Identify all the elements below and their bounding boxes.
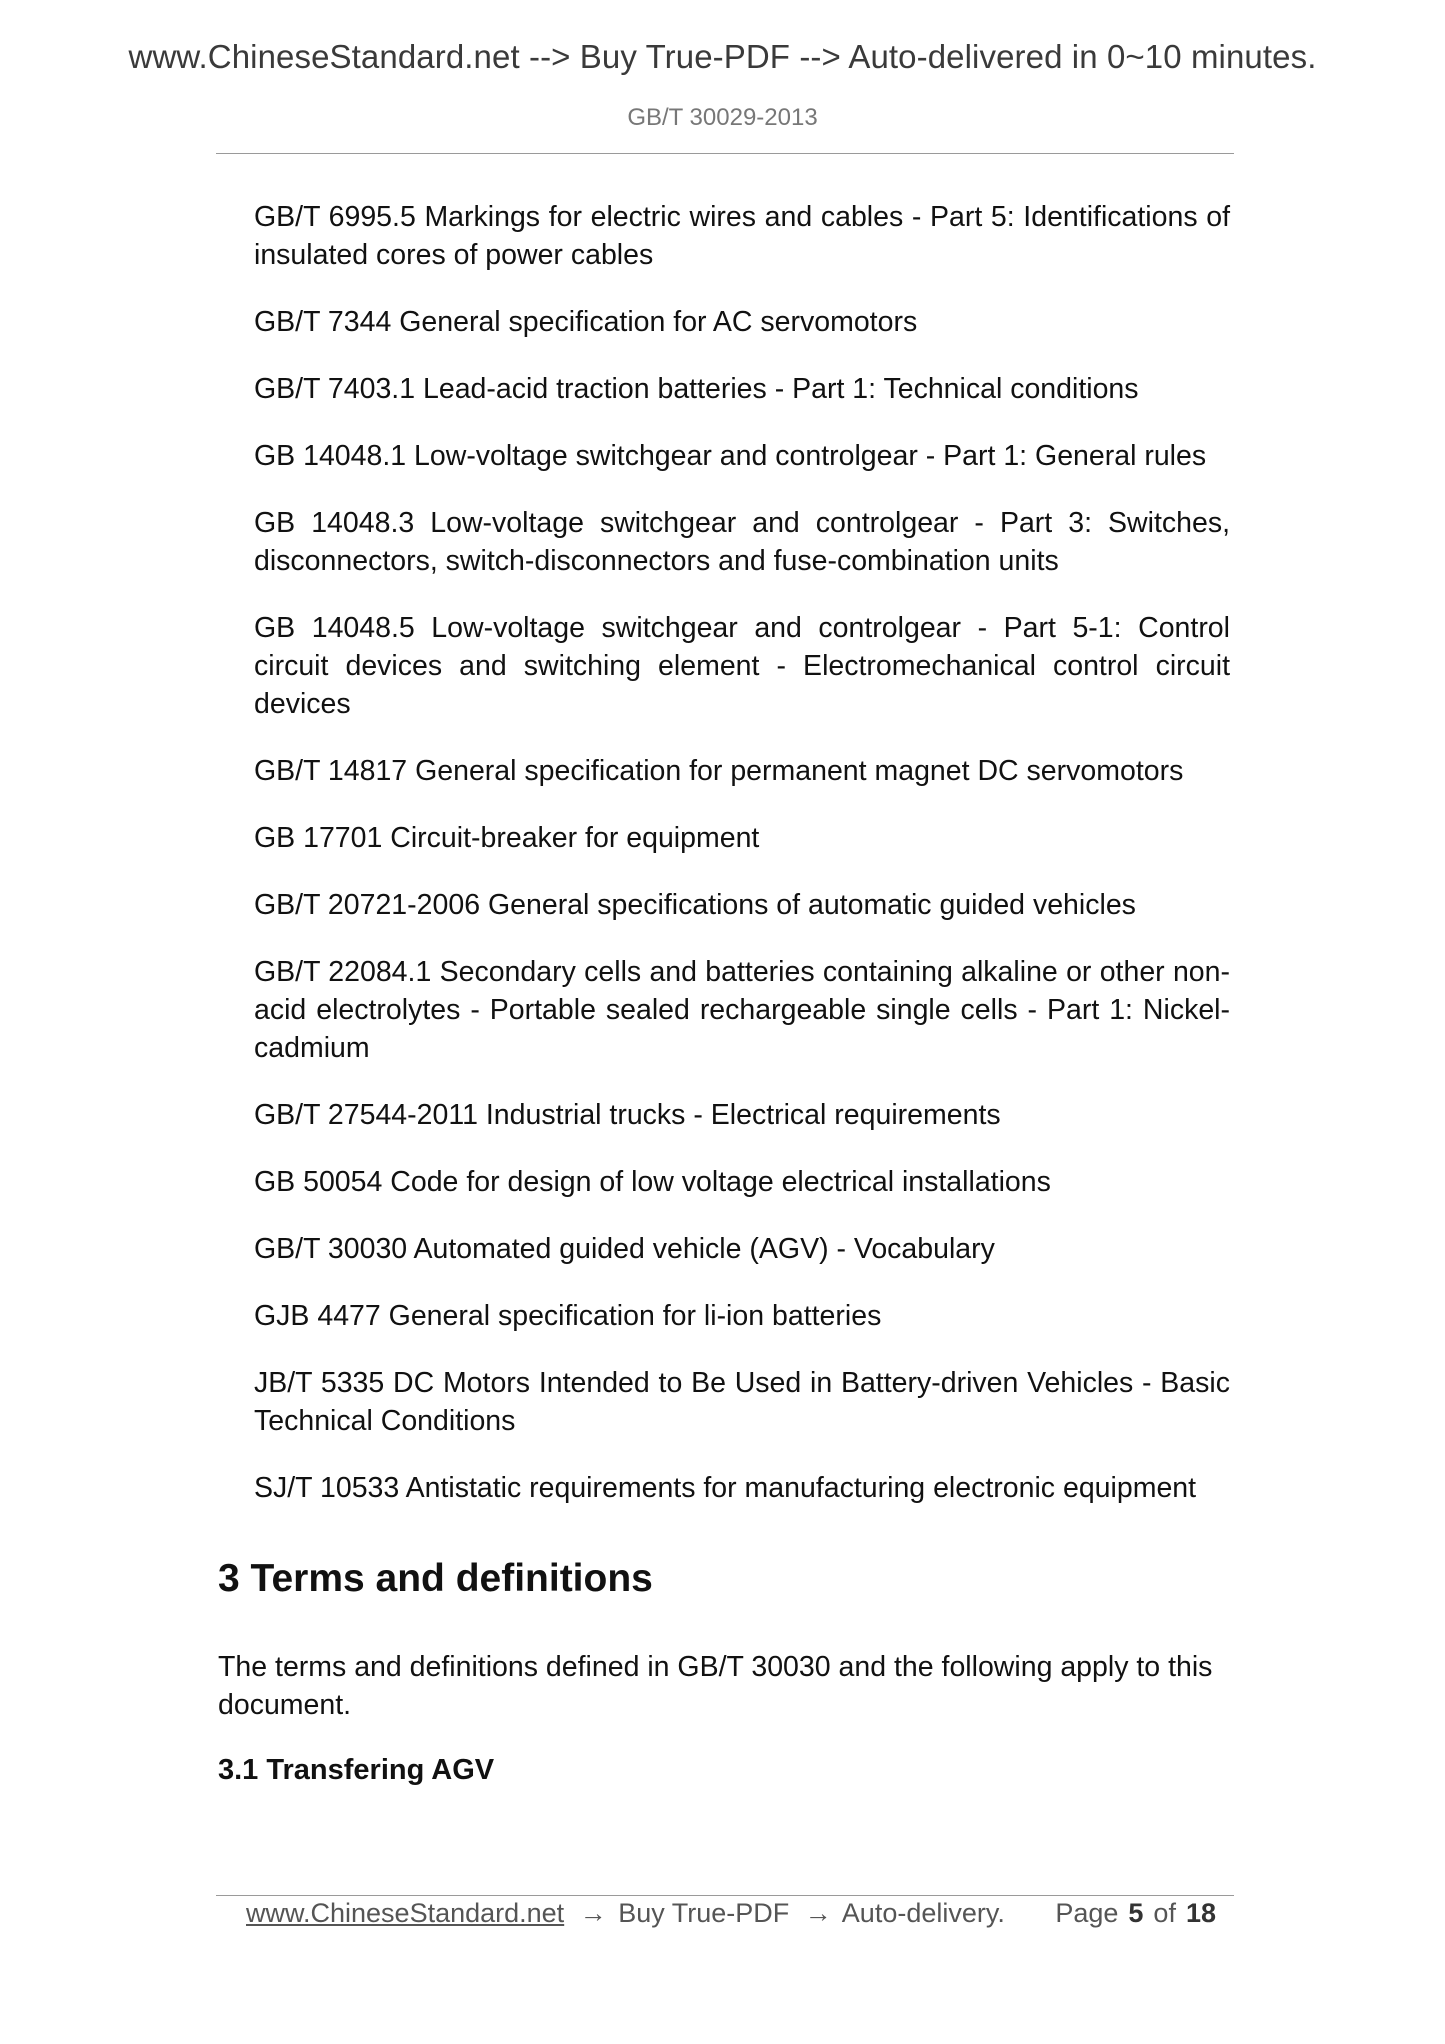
footer-buy-text: Buy True-PDF bbox=[618, 1898, 790, 1928]
footer-site-link[interactable]: www.ChineseStandard.net bbox=[246, 1898, 565, 1928]
section-heading: 3 Terms and definitions bbox=[218, 1557, 653, 1600]
page-current: 5 bbox=[1128, 1898, 1144, 1928]
reference-item: GB/T 20721-2006 General specifications of automatic guided vehicles bbox=[254, 889, 1136, 921]
page-number bbox=[1055, 1898, 1216, 1929]
section-intro-paragraph: The terms and definitions defined in GB/T 30030 and the following apply to this document. bbox=[218, 1651, 1213, 1721]
header-divider bbox=[216, 153, 1234, 154]
page-total: 18 bbox=[1185, 1898, 1216, 1928]
reference-item: GB 50054 Code for design of low voltage electrical installations bbox=[254, 1166, 1051, 1198]
reference-item: GB/T 30030 Automated guided vehicle (AGV) - Vocabulary bbox=[254, 1233, 995, 1265]
page-label: Page bbox=[1055, 1898, 1119, 1928]
reference-item: GB 14048.3 Low-voltage switchgear and controlgear - Part 3: Switches, disconnectors, switch-disconnectors and fuse-combination units bbox=[254, 507, 1230, 577]
reference-item: GB/T 6995.5 Markings for electric wires and cables - Part 5: Identifications of insulated cores of power cables bbox=[254, 201, 1230, 271]
reference-item: GJB 4477 General specification for li-ion batteries bbox=[254, 1300, 882, 1332]
reference-item: GB/T 27544-2011 Industrial trucks - Electrical requirements bbox=[254, 1099, 1001, 1131]
reference-item: GB/T 7403.1 Lead-acid traction batteries - Part 1: Technical conditions bbox=[254, 373, 1139, 405]
reference-item: GB/T 14817 General specification for permanent magnet DC servomotors bbox=[254, 755, 1184, 787]
normative-references-list bbox=[254, 198, 1230, 1536]
document-code: GB/T 30029-2013 bbox=[627, 104, 818, 131]
reference-item: JB/T 5335 DC Motors Intended to Be Used in Battery-driven Vehicles - Basic Technical Conditions bbox=[254, 1367, 1230, 1437]
arrow-right-icon: → bbox=[579, 1898, 607, 1928]
footer-delivery-text: Auto-delivery. bbox=[841, 1898, 1005, 1928]
reference-item: GB 14048.1 Low-voltage switchgear and controlgear - Part 1: General rules bbox=[254, 440, 1207, 472]
page-footer bbox=[246, 1898, 1216, 1938]
reference-item: GB 14048.5 Low-voltage switchgear and controlgear - Part 5-1: Control circuit devices and switching element - Electromechanical control circuit devices bbox=[254, 612, 1230, 720]
reference-item: GB 17701 Circuit-breaker for equipment bbox=[254, 822, 760, 854]
reference-item: GB/T 22084.1 Secondary cells and batteries containing alkaline or other non-acid electrolytes - Portable sealed rechargeable single cells - Part 1: Nickel-cadmium bbox=[254, 956, 1230, 1064]
footer-links bbox=[246, 1898, 1005, 1929]
reference-item: SJ/T 10533 Antistatic requirements for manufacturing electronic equipment bbox=[254, 1472, 1197, 1504]
of-label: of bbox=[1153, 1898, 1176, 1928]
top-banner: www.ChineseStandard.net --> Buy True-PDF --> Auto-delivered in 0~10 minutes. bbox=[128, 38, 1317, 75]
arrow-right-icon: → bbox=[804, 1898, 832, 1928]
subsection-heading: 3.1 Transfering AGV bbox=[218, 1754, 495, 1786]
reference-item: GB/T 7344 General specification for AC servomotors bbox=[254, 306, 918, 338]
footer-divider bbox=[216, 1895, 1234, 1896]
